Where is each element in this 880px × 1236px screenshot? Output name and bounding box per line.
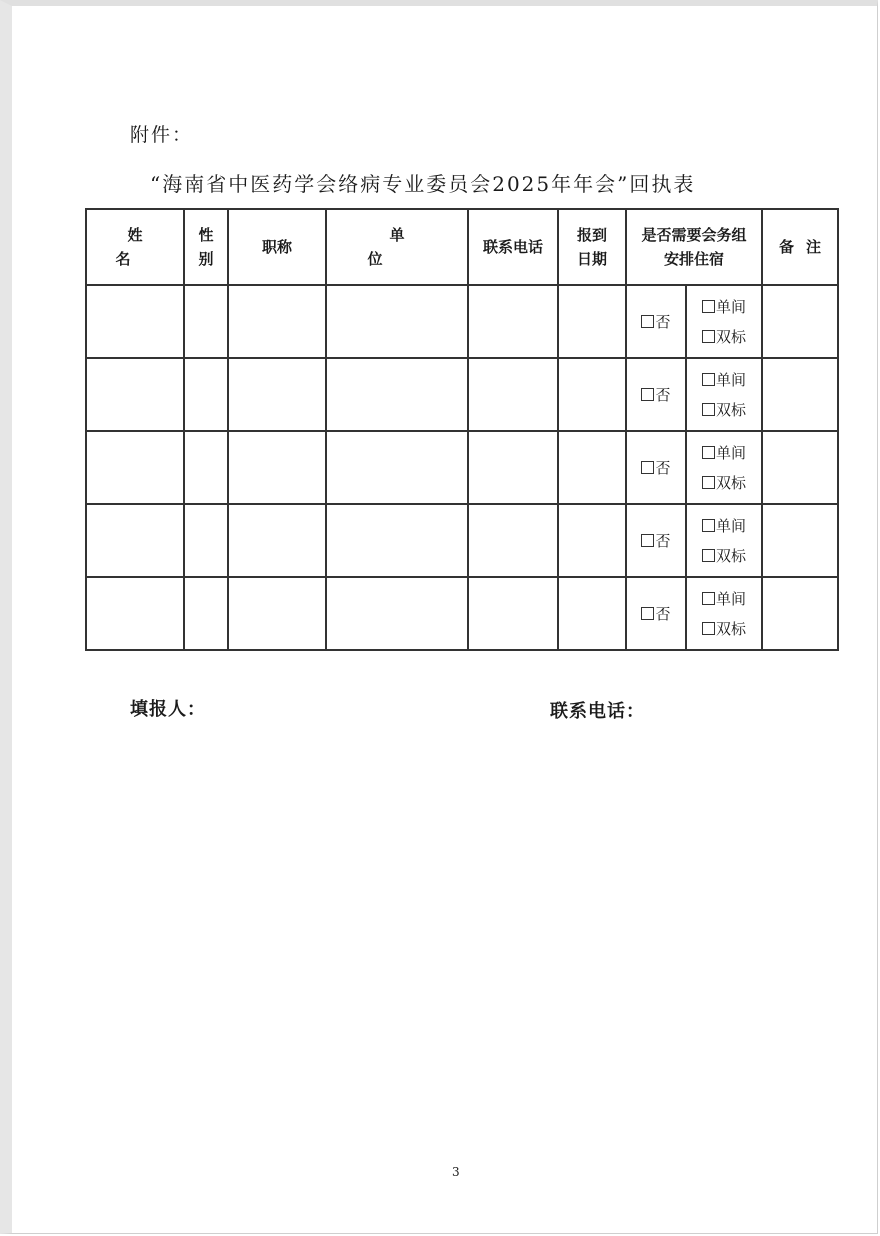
checkbox-icon	[702, 373, 715, 386]
lodging-no-cell	[626, 577, 686, 650]
job-title-cell[interactable]	[228, 577, 326, 650]
checkbox-icon	[702, 403, 715, 416]
checkbox-icon	[641, 388, 654, 401]
lodging-no-cell	[626, 504, 686, 577]
header-phone: 联系电话	[468, 209, 558, 285]
gender-cell[interactable]	[184, 285, 228, 358]
header-job-title: 职称	[228, 209, 326, 285]
gender-cell[interactable]	[184, 431, 228, 504]
attachment-label: 附件：	[130, 124, 194, 146]
job-title-cell[interactable]	[228, 431, 326, 504]
page-number: 3	[452, 1165, 460, 1179]
unit-cell[interactable]	[326, 504, 468, 577]
table-row	[86, 285, 838, 358]
phone-cell[interactable]	[468, 431, 558, 504]
table-row	[86, 504, 838, 577]
checkin-date-cell[interactable]	[558, 577, 626, 650]
lodging-no-cell	[626, 285, 686, 358]
contact-phone-label: 联系电话：	[550, 701, 645, 722]
header-gender: 性别	[184, 209, 228, 285]
lodging-room-cell	[686, 431, 762, 504]
double-room-option[interactable]: 双标	[687, 614, 761, 644]
checkbox-icon	[641, 315, 654, 328]
checkin-date-cell[interactable]	[558, 504, 626, 577]
lodging-no-cell	[626, 431, 686, 504]
phone-cell[interactable]	[468, 577, 558, 650]
remarks-cell[interactable]	[762, 358, 838, 431]
checkbox-icon	[702, 622, 715, 635]
unit-cell[interactable]	[326, 285, 468, 358]
single-room-option[interactable]: 单间	[687, 438, 761, 468]
checkin-date-cell[interactable]	[558, 358, 626, 431]
remarks-cell[interactable]	[762, 504, 838, 577]
phone-cell[interactable]	[468, 358, 558, 431]
name-cell[interactable]	[86, 504, 184, 577]
lodging-no-cell	[626, 358, 686, 431]
lodging-no-option[interactable]: 否	[641, 605, 670, 623]
unit-cell[interactable]	[326, 431, 468, 504]
lodging-no-option[interactable]: 否	[641, 313, 670, 331]
checkbox-icon	[702, 446, 715, 459]
unit-cell[interactable]	[326, 577, 468, 650]
name-cell[interactable]	[86, 285, 184, 358]
single-room-option[interactable]: 单间	[687, 511, 761, 541]
header-row	[86, 209, 838, 285]
header-remarks: 备注	[762, 209, 838, 285]
double-room-option[interactable]: 双标	[687, 395, 761, 425]
gender-cell[interactable]	[184, 358, 228, 431]
checkbox-icon	[702, 330, 715, 343]
job-title-cell[interactable]	[228, 504, 326, 577]
checkbox-icon	[702, 476, 715, 489]
single-room-option[interactable]: 单间	[687, 292, 761, 322]
checkbox-icon	[702, 592, 715, 605]
lodging-room-cell	[686, 504, 762, 577]
checkin-date-cell[interactable]	[558, 431, 626, 504]
lodging-no-option[interactable]: 否	[641, 532, 670, 550]
checkin-date-cell[interactable]	[558, 285, 626, 358]
header-unit: 单位	[326, 209, 468, 285]
lodging-no-option[interactable]: 否	[641, 386, 670, 404]
remarks-cell[interactable]	[762, 431, 838, 504]
lodging-no-option[interactable]: 否	[641, 459, 670, 477]
checkbox-icon	[702, 300, 715, 313]
remarks-cell[interactable]	[762, 577, 838, 650]
single-room-option[interactable]: 单间	[687, 365, 761, 395]
table-row	[86, 358, 838, 431]
name-cell[interactable]	[86, 431, 184, 504]
job-title-cell[interactable]	[228, 285, 326, 358]
document-title: “海南省中医药学会络病专业委员会2025年年会”回执表	[150, 172, 696, 196]
gender-cell[interactable]	[184, 504, 228, 577]
double-room-option[interactable]: 双标	[687, 322, 761, 352]
filler-label: 填报人：	[130, 699, 206, 720]
remarks-cell[interactable]	[762, 285, 838, 358]
receipt-table	[85, 208, 839, 651]
checkbox-icon	[641, 461, 654, 474]
checkbox-icon	[641, 534, 654, 547]
phone-cell[interactable]	[468, 285, 558, 358]
header-lodging: 是否需要会务组安排住宿	[626, 209, 762, 285]
double-room-option[interactable]: 双标	[687, 468, 761, 498]
lodging-room-cell	[686, 285, 762, 358]
table-row	[86, 577, 838, 650]
lodging-room-cell	[686, 358, 762, 431]
checkbox-icon	[702, 519, 715, 532]
checkbox-icon	[702, 549, 715, 562]
name-cell[interactable]	[86, 358, 184, 431]
phone-cell[interactable]	[468, 504, 558, 577]
double-room-option[interactable]: 双标	[687, 541, 761, 571]
table-row	[86, 431, 838, 504]
header-name: 姓名	[86, 209, 184, 285]
header-checkin-date: 报到日期	[558, 209, 626, 285]
lodging-room-cell	[686, 577, 762, 650]
checkbox-icon	[641, 607, 654, 620]
unit-cell[interactable]	[326, 358, 468, 431]
job-title-cell[interactable]	[228, 358, 326, 431]
gender-cell[interactable]	[184, 577, 228, 650]
single-room-option[interactable]: 单间	[687, 584, 761, 614]
name-cell[interactable]	[86, 577, 184, 650]
